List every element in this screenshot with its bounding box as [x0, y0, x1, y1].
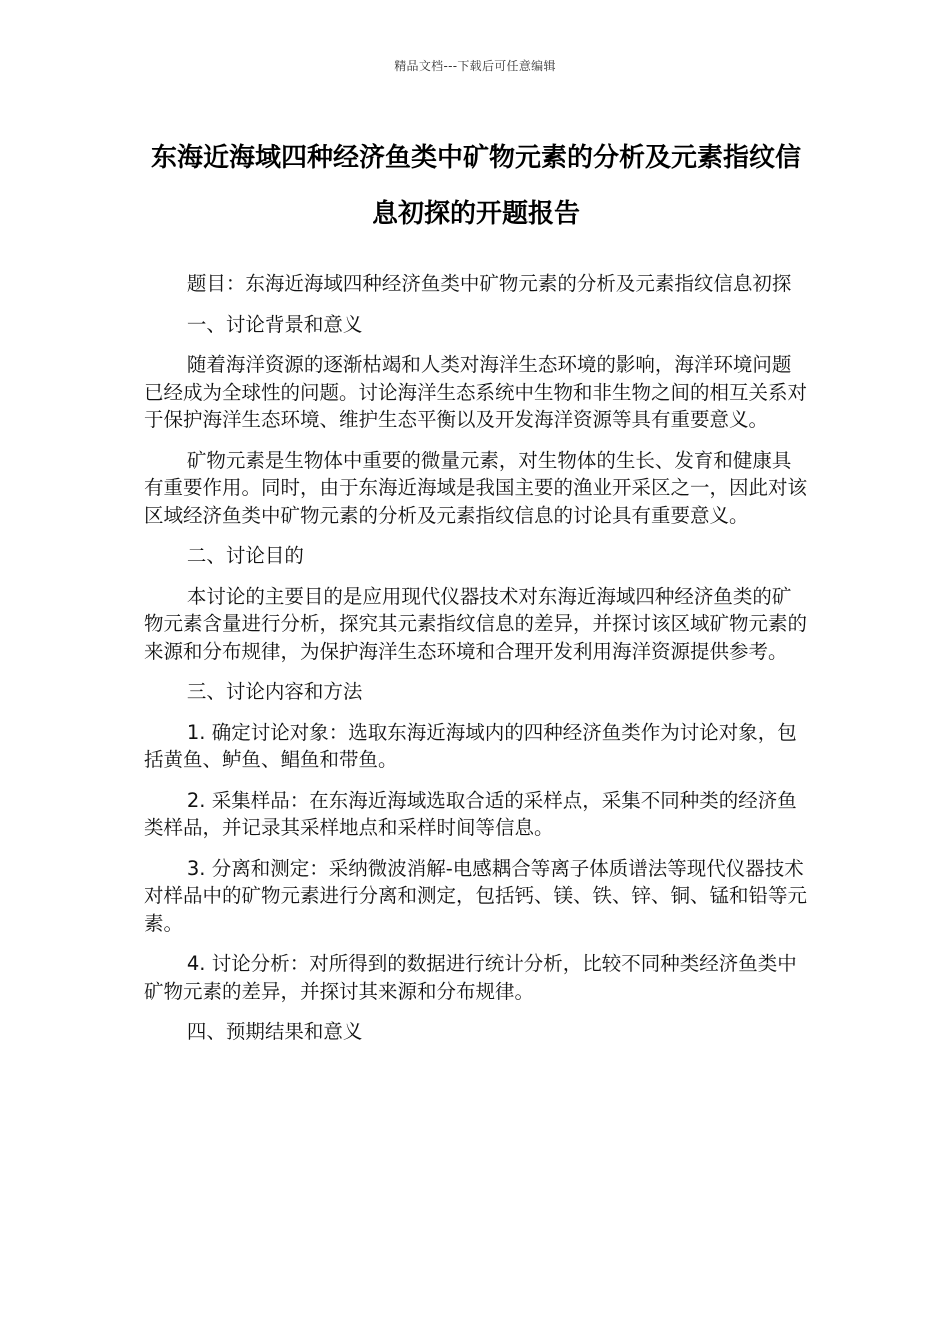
topic-line: 题目：东海近海域四种经济鱼类中矿物元素的分析及元素指纹信息初探: [186, 272, 792, 295]
section-heading-purpose: 二、讨论目的: [186, 544, 304, 567]
paragraph-background-1: 随着海洋资源的逐渐枯竭和人类对海洋生态环境的影响，海洋环境问题已经成为全球性的问题。讨论海洋生态系统中生物和非生物之间的相互关系对于保护海洋生态环境、维护生态平衡以及开发海洋资源等具有重要意义。: [144, 353, 808, 431]
paragraph-background-2: 矿物元素是生物体中重要的微量元素，对生物体的生长、发育和健康具有重要作用。同时，由于东海近海域是我国主要的渔业开采区之一，因此对该区域经济鱼类中矿物元素的分析及元素指纹信息的讨论具有重要意义。: [144, 448, 808, 527]
paragraph-purpose: 本讨论的主要目的是应用现代仪器技术对东海近海域四种经济鱼类的矿物元素含量进行分析，探究其元素指纹信息的差异，并探讨该区域矿物元素的来源和分布规律，为保护海洋生态环境和合理开发利用海洋资源提供参考。: [144, 584, 808, 663]
document-title: 东海近海域四种经济鱼类中矿物元素的分析及元素指纹信息初探的开题报告: [150, 143, 801, 229]
method-item-1: 1. 确定讨论对象：选取东海近海域内的四种经济鱼类作为讨论对象，包括黄鱼、鲈鱼、鲳鱼和带鱼。: [144, 720, 797, 771]
method-item-4: 4. 讨论分析：对所得到的数据进行统计分析，比较不同种类经济鱼类中矿物元素的差异，并探讨其来源和分布规律。: [144, 952, 797, 1003]
section-heading-background: 一、讨论背景和意义: [186, 312, 363, 336]
method-item-3: 3. 分离和测定：采纳微波消解-电感耦合等离子体质谱法等现代仪器技术对样品中的矿物元素进行分离和测定，包括钙、镁、铁、锌、铜、锰和铅等元素。: [144, 856, 808, 935]
document-body: [144, 270, 808, 1059]
section-heading-expected-results: 四、预期结果和意义: [186, 1020, 363, 1043]
method-item-2: 2. 采集样品：在东海近海域选取合适的采样点，采集不同种类的经济鱼类样品，并记录其采样地点和采样时间等信息。: [144, 788, 797, 839]
section-heading-methods: 三、讨论内容和方法: [186, 680, 363, 703]
header-note: 精品文档---下载后可任意编辑: [394, 59, 556, 73]
